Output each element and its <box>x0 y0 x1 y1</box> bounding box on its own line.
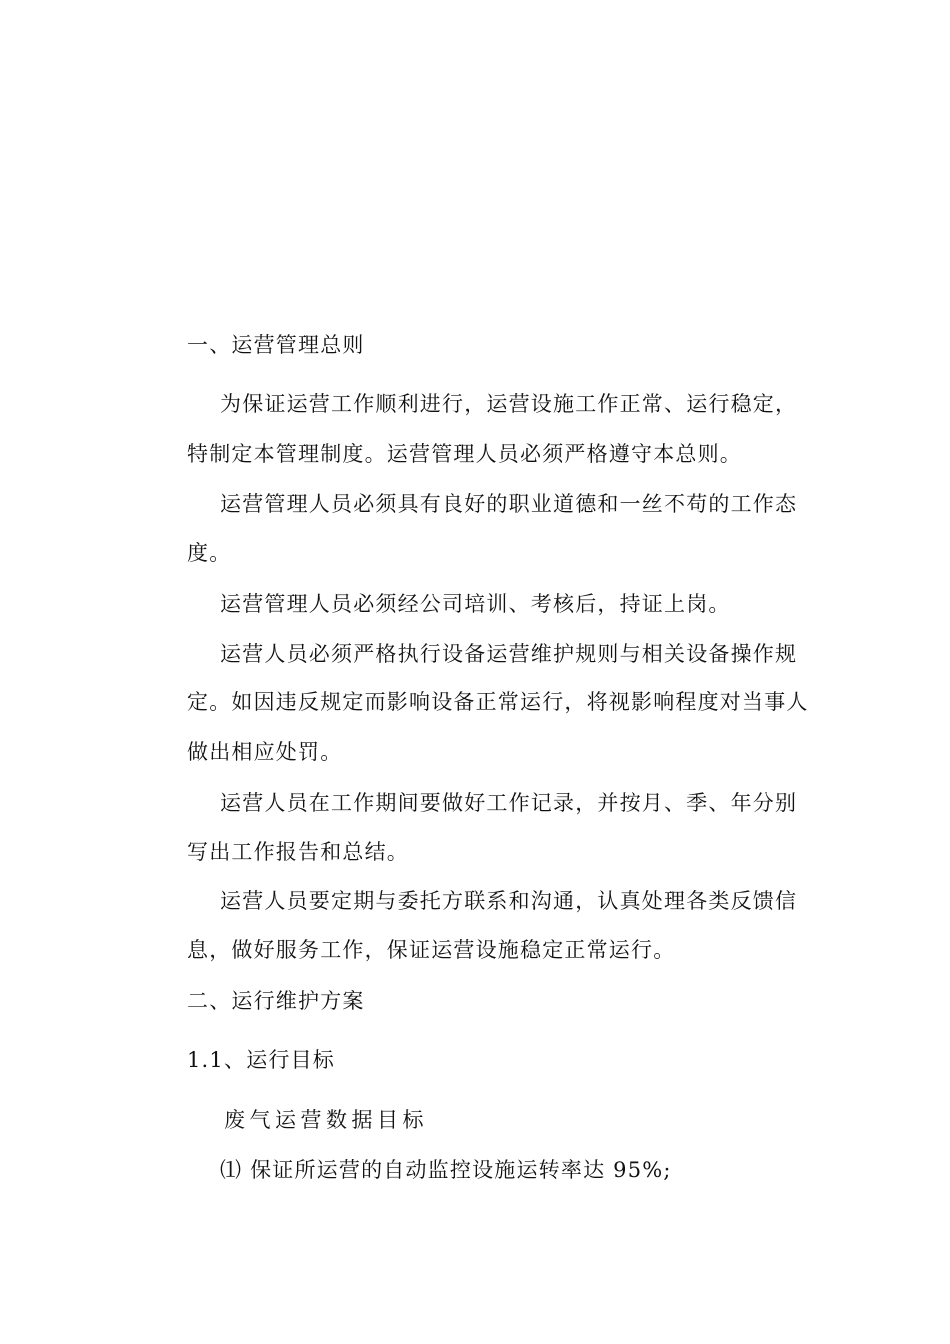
section-heading: 二、运行维护方案 <box>187 989 365 1013</box>
paragraph-line: 为保证运营工作顺利进行，运营设施工作正常、运行稳定， <box>220 392 798 416</box>
paragraph-line: 息，做好服务工作，保证运营设施稳定正常运行。 <box>187 938 676 962</box>
paragraph-line: 写出工作报告和总结。 <box>187 840 409 864</box>
paragraph-line: 运营管理人员必须具有良好的职业道德和一丝不苟的工作态 <box>220 492 798 516</box>
section-heading: 一、运营管理总则 <box>187 333 365 357</box>
paragraph-line: 度。 <box>187 541 232 565</box>
paragraph-line: 做出相应处罚。 <box>187 740 343 764</box>
paragraph-line: 运营人员在工作期间要做好工作记录，并按月、季、年分别 <box>220 791 798 815</box>
paragraph-line: 运营人员必须严格执行设备运营维护规则与相关设备操作规 <box>220 642 798 666</box>
paragraph-line: 定。如因违反规定而影响设备正常运行，将视影响程度对当事人 <box>187 690 809 714</box>
list-item: ⑴ 保证所运营的自动监控设施运转率达 95%; <box>220 1158 672 1182</box>
paragraph-line: 运营人员要定期与委托方联系和沟通，认真处理各类反馈信 <box>220 889 798 913</box>
target-title: 废气运营数据目标 <box>224 1108 428 1132</box>
subsection-heading: 1.1、运行目标 <box>187 1048 335 1072</box>
paragraph-line: 特制定本管理制度。运营管理人员必须严格遵守本总则。 <box>187 442 742 466</box>
paragraph-line: 运营管理人员必须经公司培训、考核后，持证上岗。 <box>220 592 731 616</box>
